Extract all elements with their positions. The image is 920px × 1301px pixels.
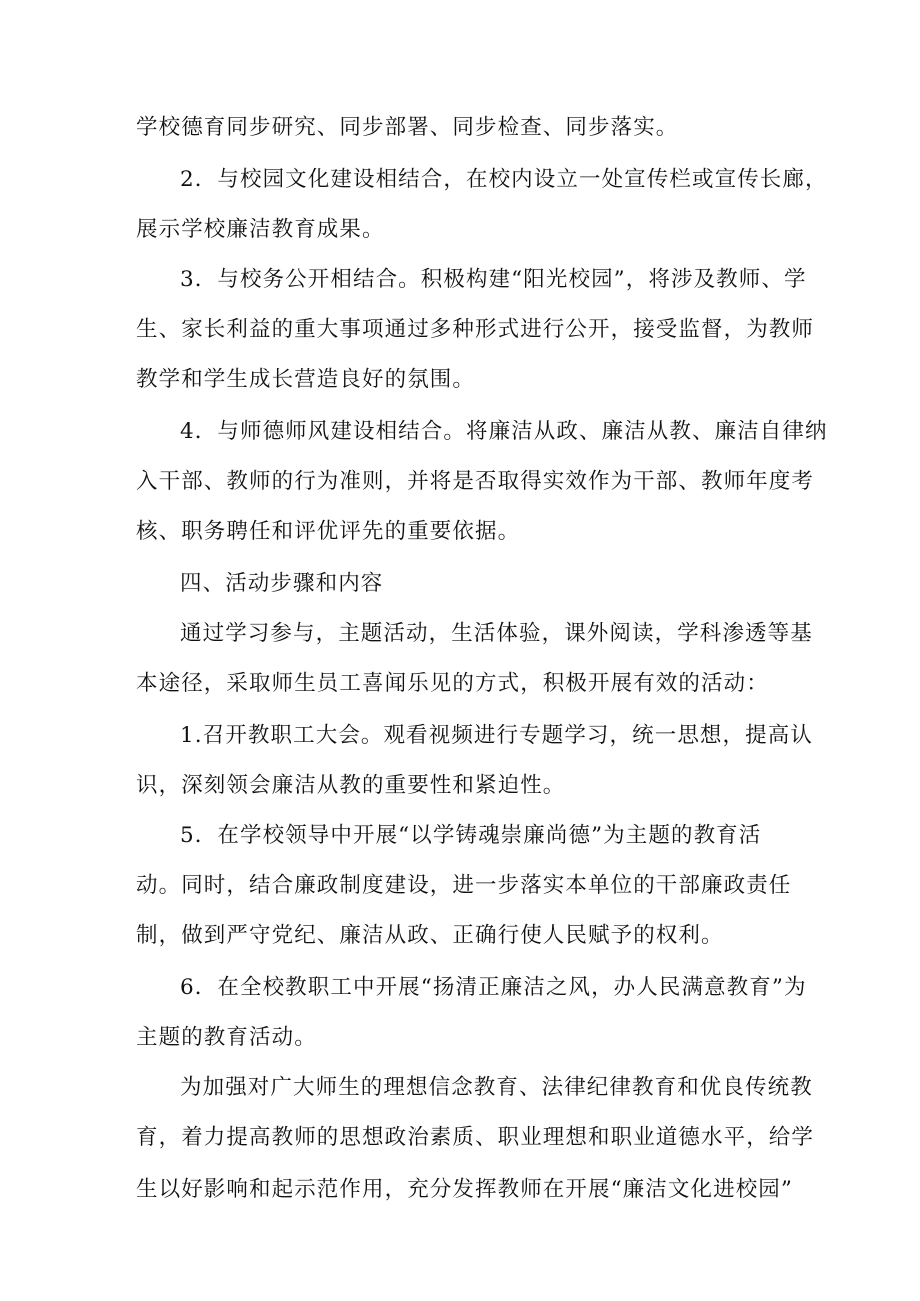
paragraph-step-1-line-1: 1.召开教职工大会。观看视频进行专题学习，统一思想，提高认 (180, 723, 813, 748)
paragraph-item-4-line-1: 4．与师德师风建设相结合。将廉洁从政、廉洁从教、廉洁自律纳 (180, 419, 828, 444)
paragraph-item-4-line-2: 入干部、教师的行为准则，并将是否取得实效作为干部、教师年度考 (136, 469, 815, 494)
paragraph-item-5-line-3: 制，做到严守党纪、廉洁从政、正确行使人民赋予的权利。 (136, 923, 724, 948)
paragraph-item-5-line-1: 5．在学校领导中开展“以学铸魂崇廉尚德”为主题的教育活 (180, 823, 762, 848)
paragraph-closing-line-2: 育，着力提高教师的思想政治素质、职业理想和职业道德水平，给学 (136, 1125, 815, 1150)
paragraph-intro-line-2: 本途径，采取师生员工喜闻乐见的方式，积极开展有效的活动： (136, 671, 769, 696)
paragraph-item-2-line-2: 展示学校廉洁教育成果。 (136, 217, 385, 242)
paragraph-item-2-line-1: 2．与校园文化建设相结合，在校内设立一处宣传栏或宣传长廊， (180, 167, 828, 192)
text-line: 学校德育同步研究、同步部署、同步检查、同步落实。 (136, 115, 679, 140)
paragraph-closing-line-3: 生以好影响和起示范作用，充分发挥教师在开展“廉洁文化进校园” (136, 1177, 793, 1202)
paragraph-item-3-line-2: 生、家长利益的重大事项通过多种形式进行公开，接受监督，为教师 (136, 317, 815, 342)
paragraph-item-3-line-3: 教学和学生成长营造良好的氛围。 (136, 367, 476, 392)
paragraph-item-4-line-3: 核、职务聘任和评优评先的重要依据。 (136, 519, 521, 544)
paragraph-closing-line-1: 为加强对广大师生的理想信念教育、法律纪律教育和优良传统教 (180, 1075, 813, 1100)
paragraph-step-1-line-2: 识，深刻领会廉洁从教的重要性和紧迫性。 (136, 773, 566, 798)
paragraph-item-5-line-2: 动。同时，结合廉政制度建设，进一步落实本单位的干部廉政责任 (136, 873, 792, 898)
paragraph-item-6-line-1: 6．在全校教职工中开展“扬清正廉洁之风，办人民满意教育”为 (180, 975, 807, 1000)
section-heading: 四、活动步骤和内容 (180, 571, 384, 596)
paragraph-item-3-line-1: 3．与校务公开相结合。积极构建“阳光校园”，将涉及教师、学 (180, 267, 807, 292)
paragraph-item-6-line-2: 主题的教育活动。 (136, 1025, 317, 1050)
paragraph-intro-line-1: 通过学习参与，主题活动，生活体验，课外阅读，学科渗透等基 (180, 621, 813, 646)
